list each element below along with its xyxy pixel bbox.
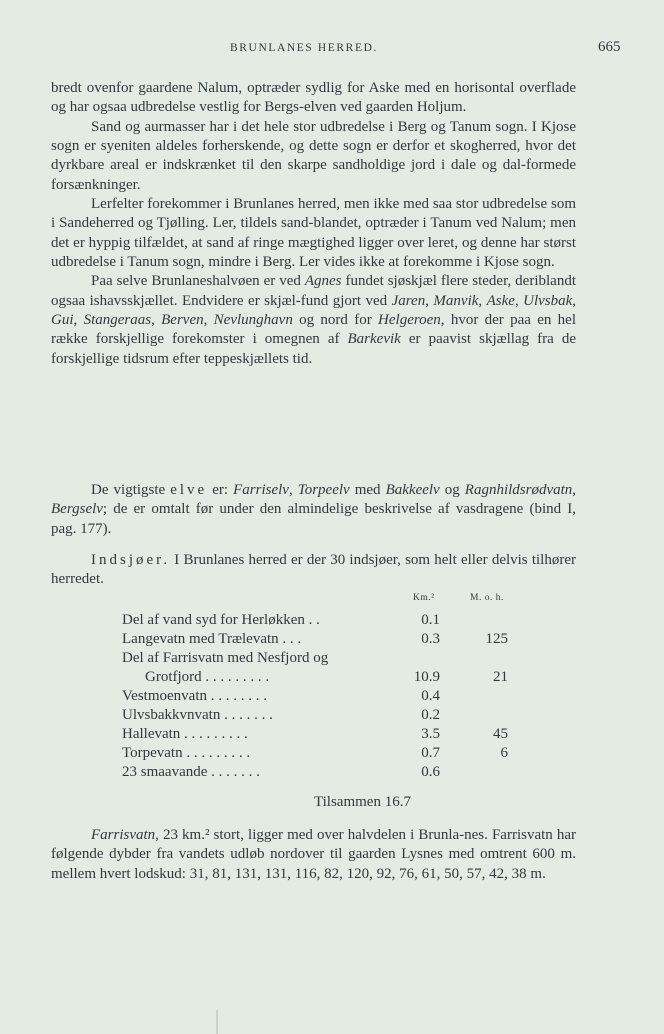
table-row: Del af Farrisvatn med Nesfjord og bbox=[122, 650, 329, 666]
column-header-moh: M. o. h. bbox=[470, 593, 504, 603]
column-header-km: Km.² bbox=[413, 593, 435, 603]
table-row: Torpevatn . . . . . . . . . 0.7 6 bbox=[122, 745, 508, 761]
paragraph-indsjoer: Indsjøer. I Brunlanes herred er der 30 indsjøer, som helt eller delvis tilhører herredet. bbox=[51, 552, 576, 588]
body-text-upper bbox=[51, 79, 576, 369]
paragraph-lerfelter: Lerfelter forekommer i Brunlanes herred, men ikke med saa stor udbredelse som i Sandeherred og Tjølling. Ler, tildels sand-blandet, optræder i Tanum ved Nalum; men det er hyppig tilfældet, at sand af ringe mægtighed ligger over leret, og denne har størst udbredelse i Tanum sogn, mindre i Berg. Ler vides ikke at forekomme i Kjose sogn. bbox=[51, 196, 576, 271]
page-edge-mark bbox=[216, 1010, 218, 1034]
paragraph-skjael: Paa selve Brunlaneshalvøen er ved Agnes fundet sjøskjæl flere steder, deriblandt ogsaa ishavsskjællet. Endvidere er skjæl-fund gjort ved Jaren, Manvik, Aske, Ulvsbak, Gui, Stangeraas, Berven, Nevlunghavn og nord for Helgeroen, hvor der paa en hel række forskjellige forekomster i omegnen af Barkevik er paavist skjællag fra de forskjellige tidsrum efter teppeskjællets tid. bbox=[51, 273, 577, 367]
table-row: Hallevatn . . . . . . . . . 3.5 45 bbox=[122, 726, 508, 742]
paragraph-nalum: bredt ovenfor gaardene Nalum, optræder sydlig for Aske med en horisontal overflade og har ogsaa udbredelse vestlig for Bergs-elven ved gaarden Holjum. bbox=[51, 80, 576, 116]
running-header bbox=[0, 39, 664, 62]
page-number: 665 bbox=[598, 39, 621, 55]
table-row: Ulvsbakkvnvatn . . . . . . . 0.2 bbox=[122, 707, 440, 723]
body-text-indsjoer bbox=[51, 551, 576, 590]
paragraph-elve: De vigtigste elve er: Farriselv, Torpeelv med Bakkeelv og Ragnhildsrødvatn, Bergselv; de er omtalt før under den almindelige beskrivelse af vasdragene (bind I, pag. 177). bbox=[51, 482, 577, 537]
table-total: Tilsammen 16.7 bbox=[314, 794, 411, 810]
paragraph-sand: Sand og aurmasser har i det hele stor udbredelse i Berg og Tanum sogn. I Kjose sogn er syeniten aldeles forherskende, og dette sogn er derfor et skogherred, hvor det dyrkbare areal er indskrænket til den skarpe sandholdige jord i dale og dal-formede forsænkninger. bbox=[51, 118, 576, 193]
header-title: BRUNLANES HERRED. bbox=[230, 42, 378, 54]
table-row: Vestmoenvatn . . . . . . . . 0.4 bbox=[122, 688, 440, 704]
table-row: 23 smaavande . . . . . . . 0.6 bbox=[122, 764, 440, 780]
body-text-elve bbox=[51, 481, 576, 539]
table-row: Del af vand syd for Herløkken . . 0.1 bbox=[122, 612, 440, 628]
table-row: Langevatn med Trælevatn . . . 0.3 125 bbox=[122, 631, 508, 647]
section-heading-indsjoer: Indsjøer. bbox=[91, 552, 171, 568]
table-row: Grotfjord . . . . . . . . . 10.9 21 bbox=[145, 669, 508, 685]
body-text-farrisvatn bbox=[51, 826, 576, 884]
paragraph-farrisvatn: Farrisvatn, 23 km.² stort, ligger med over halvdelen i Brunla-nes. Farrisvatn har følgende dybder fra vandets udløb nordover til gaarden Lysnes med omtrent 600 m. mellem hvert lodskud: 31, 81, 131, 131, 116, 82, 120, 92, 76, 61, 50, 57, 42, 38 m. bbox=[51, 827, 576, 882]
